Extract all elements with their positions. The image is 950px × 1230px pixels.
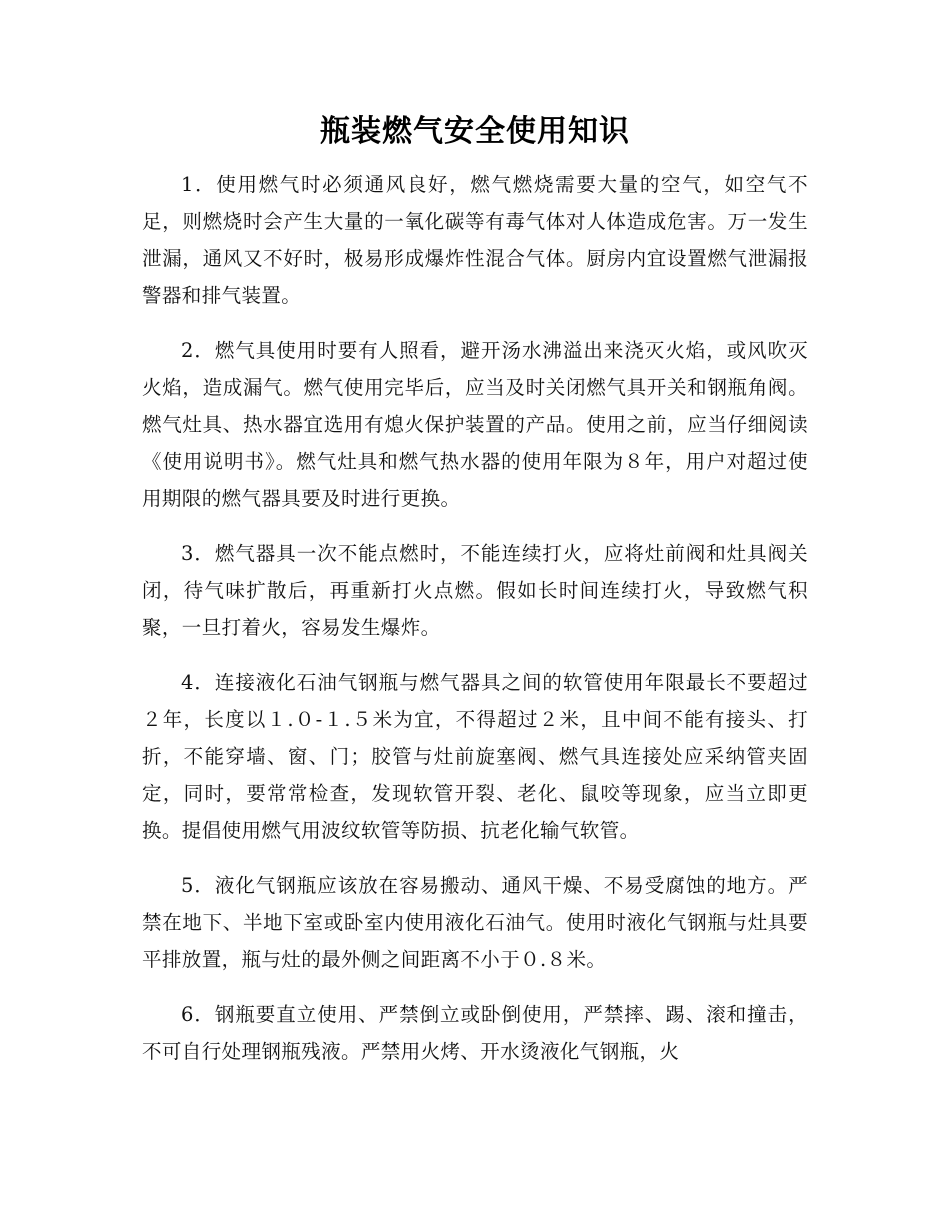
paragraph-5: 5．液化气钢瓶应该放在容易搬动、通风干燥、不易受腐蚀的地方。严禁在地下、半地下室或卧室内使用液化石油气。使用时液化气钢瓶与灶具要平排放置，瓶与灶的最外侧之间距离不小于０.８米。 — [142, 874, 808, 971]
paragraph-2: 2．燃气具使用时要有人照看，避开汤水沸溢出来浇灭火焰，或风吹灭火焰，造成漏气。燃气使用完毕后，应当及时关闭燃气具开关和钢瓶角阀。燃气灶具、热水器宜选用有熄火保护装置的产品。使用之前，应当仔细阅读《使用说明书》。燃气灶具和燃气热水器的使用年限为８年，用户对超过使用期限的燃气器具要及时进行更换。 — [142, 339, 808, 510]
paragraph-1: 1．使用燃气时必须通风良好，燃气燃烧需要大量的空气，如空气不足，则燃烧时会产生大量的一氧化碳等有毒气体对人体造成危害。万一发生泄漏，通风又不好时，极易形成爆炸性混合气体。厨房内宜设置燃气泄漏报警器和排气装置。 — [142, 173, 808, 307]
paragraph-4: 4．连接液化石油气钢瓶与燃气器具之间的软管使用年限最长不要超过２年，长度以１.０-１.５米为宜，不得超过２米，且中间不能有接头、打折，不能穿墙、窗、门；胶管与灶前旋塞阀、燃气具连接处应采纳管夹固定，同时，要常常检查，发现软管开裂、老化、鼠咬等现象，应当立即更换。提倡使用燃气用波纹软管等防损、抗老化输气软管。 — [142, 671, 808, 842]
paragraph-3: 3．燃气器具一次不能点燃时，不能连续打火，应将灶前阀和灶具阀关闭，待气味扩散后，再重新打火点燃。假如长时间连续打火，导致燃气积聚，一旦打着火，容易发生爆炸。 — [142, 542, 808, 639]
document-title: 瓶装燃气安全使用知识 — [320, 114, 630, 149]
paragraph-6: 6．钢瓶要直立使用、严禁倒立或卧倒使用，严禁摔、踢、滚和撞击，不可自行处理钢瓶残液。严禁用火烤、开水烫液化气钢瓶，火 — [142, 1003, 808, 1063]
